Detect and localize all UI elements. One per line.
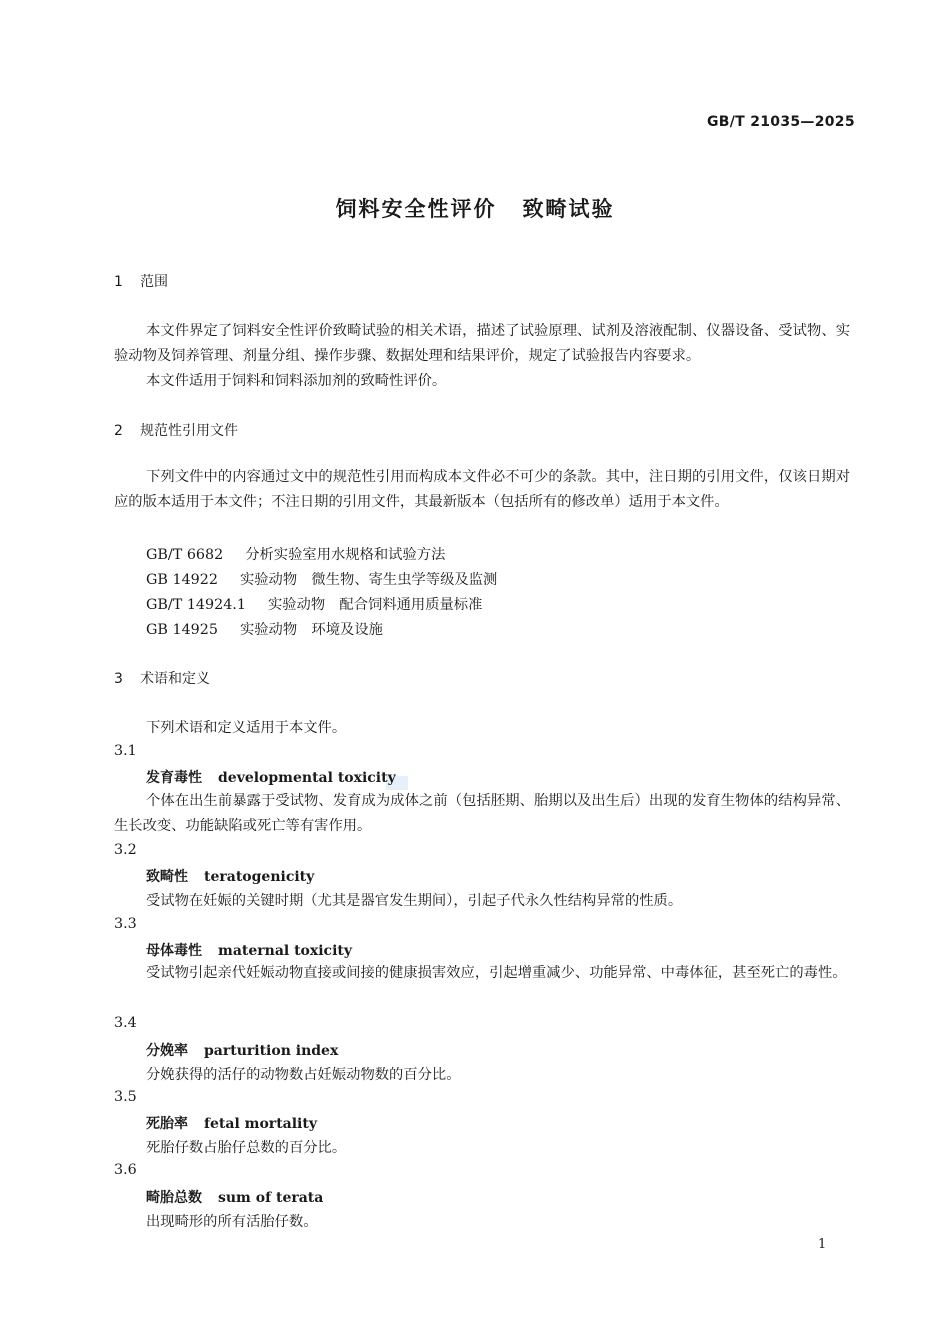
term-definition: 死胎仔数占胎仔总数的百分比。 <box>146 1140 347 1156</box>
document-title <box>0 193 950 223</box>
section-heading <box>114 271 168 291</box>
title-part1: 饲料安全性评价 <box>335 197 497 221</box>
term-heading <box>146 767 396 787</box>
term-definition: 受试物在妊娠的关键时期（尤其是器官发生期间），引起子代永久性结构异常的性质。 <box>146 893 683 909</box>
section-number: 1 <box>114 274 123 290</box>
section-number: 2 <box>114 423 123 439</box>
term-heading <box>146 866 314 886</box>
term-definition: 个体在出生前暴露于受试物、发育成为成体之前（包括胚期、胎期以及出生后）出现的发育生物体的结构异常、生长改变、功能缺陷或死亡等有害作用。 <box>114 793 850 834</box>
term-en: fetal mortality <box>204 1116 317 1132</box>
term-cn: 母体毒性 <box>146 943 202 959</box>
term-heading <box>146 1113 317 1133</box>
reference-title: 分析实验室用水规格和试验方法 <box>245 547 446 563</box>
section-title: 规范性引用文件 <box>140 423 238 439</box>
term-heading <box>146 940 352 960</box>
term-heading <box>146 1187 323 1207</box>
term-en: developmental toxicity <box>218 770 396 786</box>
term-cn: 畸胎总数 <box>146 1190 202 1206</box>
reference-item <box>146 619 383 639</box>
reference-code: GB/T 14924.1 <box>146 597 246 613</box>
paragraph: 本文件界定了饲料安全性评价致畸试验的相关术语，描述了试验原理、试剂及溶液配制、仪器设备、受试物、实验动物及饲养管理、剂量分组、操作步骤、数据处理和结果评价，规定了试验报告内容要求。 <box>114 323 850 364</box>
term-definition: 出现畸形的所有活胎仔数。 <box>146 1214 318 1230</box>
term-number: 3.4 <box>114 1015 137 1031</box>
reference-code: GB 14925 <box>146 622 218 638</box>
paragraph: 下列术语和定义适用于本文件。 <box>146 720 347 736</box>
reference-title: 实验动物 配合饲料通用质量标准 <box>267 597 483 613</box>
section-heading <box>114 420 238 440</box>
section-heading <box>114 668 210 688</box>
term-en: maternal toxicity <box>218 943 352 959</box>
standard-number: GB/T 21035—2025 <box>707 114 855 130</box>
reference-item <box>146 594 482 614</box>
term-cn: 发育毒性 <box>146 770 202 786</box>
reference-title: 实验动物 环境及设施 <box>239 622 383 638</box>
term-number: 3.6 <box>114 1162 137 1178</box>
term-en: sum of terata <box>218 1190 324 1206</box>
page-number: 1 <box>818 1237 827 1252</box>
reference-code: GB/T 6682 <box>146 547 224 563</box>
term-definition: 分娩获得的活仔的动物数占妊娠动物数的百分比。 <box>146 1067 461 1083</box>
term-cn: 分娩率 <box>146 1043 188 1059</box>
term-number: 3.2 <box>114 842 137 858</box>
paragraph: 下列文件中的内容通过文中的规范性引用而构成本文件必不可少的条款。其中，注日期的引用文件，仅该日期对应的版本适用于本文件；不注日期的引用文件，其最新版本（包括所有的修改单）适用于本文件。 <box>114 469 850 510</box>
term-number: 3.3 <box>114 916 137 932</box>
term-cn: 致畸性 <box>146 869 188 885</box>
reference-title: 实验动物 微生物、寄生虫学等级及监测 <box>239 572 498 588</box>
term-number: 3.5 <box>114 1089 137 1105</box>
reference-item <box>146 569 497 589</box>
reference-item <box>146 544 445 564</box>
section-number: 3 <box>114 671 123 687</box>
term-definition: 受试物引起亲代妊娠动物直接或间接的健康损害效应，引起增重减少、功能异常、中毒体征，甚至死亡的毒性。 <box>146 965 847 981</box>
term-heading <box>146 1040 338 1060</box>
section-title: 术语和定义 <box>140 671 210 687</box>
section-title: 范围 <box>140 274 168 290</box>
term-en: teratogenicity <box>204 869 315 885</box>
term-number: 3.1 <box>114 743 137 759</box>
term-cn: 死胎率 <box>146 1116 188 1132</box>
title-part2: 致畸试验 <box>522 197 615 221</box>
term-en: parturition index <box>204 1043 339 1059</box>
paragraph: 本文件适用于饲料和饲料添加剂的致畸性评价。 <box>146 373 447 389</box>
reference-code: GB 14922 <box>146 572 218 588</box>
